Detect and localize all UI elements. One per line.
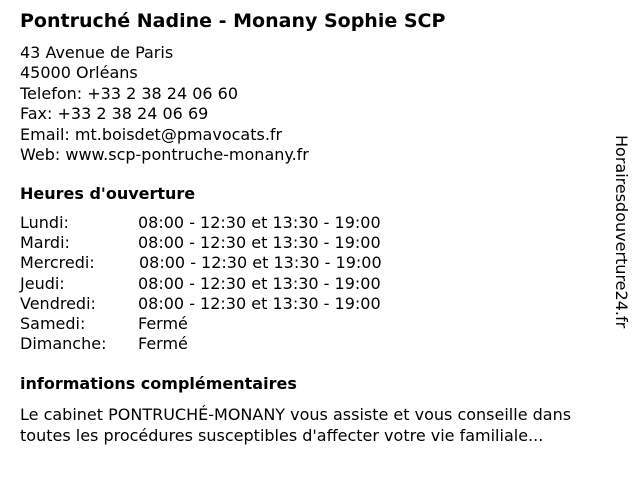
- email-address: Email: mt.boisdet@pmavocats.fr: [20, 124, 283, 144]
- additional-info-heading: informations complémentaires: [20, 374, 297, 393]
- hours-value: 08:00 - 12:30 et 13:30 - 19:00: [138, 293, 381, 313]
- day-label: Dimanche:: [20, 334, 107, 354]
- hours-value: Fermé: [138, 334, 188, 354]
- page-title: Pontruché Nadine - Monany Sophie SCP: [20, 10, 446, 32]
- additional-info-text: Le cabinet PONTRUCHÉ-MONANY vous assiste et vous conseille dans toutes les procédures susceptibles d'affecter votre vie familiale...: [20, 405, 572, 445]
- hours-value: 08:00 - 12:30 et 13:30 - 19:00: [139, 253, 382, 273]
- opening-hours-heading: Heures d'ouverture: [20, 184, 196, 203]
- website-address: Web: www.scp-pontruche-monany.fr: [20, 144, 309, 164]
- hours-value: 08:00 - 12:30 et 13:30 - 19:00: [138, 273, 381, 293]
- fax-number: Fax: +33 2 38 24 06 69: [20, 104, 209, 124]
- watermark-text: Horairesdouverture24.fr: [612, 135, 631, 329]
- contact-block: [20, 43, 309, 165]
- day-label: Lundi:: [20, 213, 69, 232]
- address-street: 43 Avenue de Paris: [20, 43, 174, 62]
- day-label: Mercredi:: [20, 253, 95, 273]
- hours-value: Fermé: [138, 313, 188, 333]
- day-label: Jeudi:: [20, 273, 65, 293]
- site-watermark: [612, 135, 632, 345]
- day-label: Samedi:: [20, 313, 86, 333]
- phone-number: Telefon: +33 2 38 24 06 60: [20, 83, 239, 103]
- day-label: Mardi:: [20, 233, 70, 253]
- address-city: 45000 Orléans: [20, 63, 138, 83]
- hours-value: 08:00 - 12:30 et 13:30 - 19:00: [138, 213, 381, 232]
- day-label: Vendredi:: [20, 293, 96, 313]
- hours-value: 08:00 - 12:30 et 13:30 - 19:00: [138, 233, 381, 253]
